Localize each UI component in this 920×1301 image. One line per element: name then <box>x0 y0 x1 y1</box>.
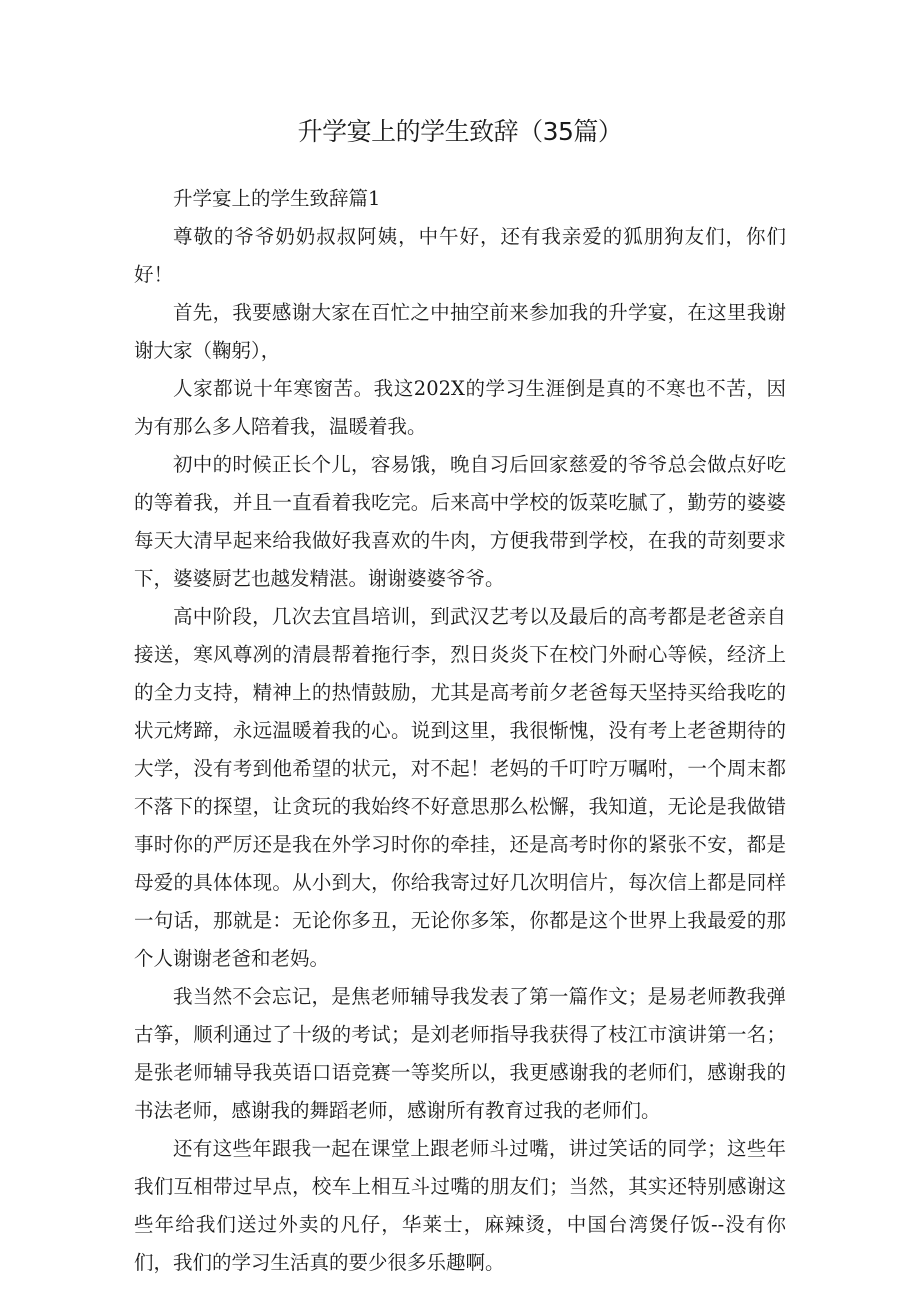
section-heading: 升学宴上的学生致辞篇1 <box>173 187 381 210</box>
paragraph-study-years: 人家都说十年寒窗苦。我这202X的学习生涯倒是真的不寒也不苦，因为有那么多人陪着我，温暖着我。 <box>134 377 786 438</box>
document-title: 升学宴上的学生致辞（35篇） <box>297 117 623 146</box>
paragraph-grandparents: 初中的时候正长个儿，容易饿，晚自习后回家慈爱的爷爷总会做点好吃的等着我，并且一直看着我吃完。后来高中学校的饭菜吃腻了，勤劳的婆婆每天大清早起来给我做好我喜欢的牛肉，方便我带到学校，在我的苛刻要求下，婆婆厨艺也越发精湛。谢谢婆婆爷爷。 <box>134 453 786 590</box>
paragraph-parents: 高中阶段，几次去宜昌培训，到武汉艺考以及最后的高考都是老爸亲自接送，寒风尊冽的清晨帮着拖行李，烈日炎炎下在校门外耐心等候，经济上的全力支持，精神上的热情鼓励，尤其是高考前夕老爸每天坚持买给我吃的状元烤蹄，永远温暖着我的心。说到这里，我很惭愧，没有考上老爸期待的大学，没有考到他希望的状元，对不起！老妈的千叮咛万嘱咐，一个周末都不落下的探望，让贪玩的我始终不好意思那么松懈，我知道，无论是我做错事时你的严厉还是我在外学习时你的牵挂，还是高考时你的紧张不安，都是母爱的具体体现。从小到大，你给我寄过好几次明信片，每次信上都是同样一句话，那就是：无论你多丑，无论你多笨，你都是这个世界上我最爱的那个人谢谢老爸和老妈。 <box>134 605 786 970</box>
paragraph-greeting: 尊敬的爷爷奶奶叔叔阿姨，中午好，还有我亲爱的狐朋狗友们，你们好！ <box>134 225 786 286</box>
paragraph-thanks-guests: 首先，我要感谢大家在百忙之中抽空前来参加我的升学宴，在这里我谢谢大家（鞠躬）， <box>134 301 786 362</box>
document-body <box>134 180 786 1282</box>
paragraph-classmates: 还有这些年跟我一起在课堂上跟老师斗过嘴，讲过笑话的同学；这些年我们互相带过早点，校车上相互斗过嘴的朋友们；当然，其实还特别感谢这些年给我们送过外卖的凡仔，华莱士，麻辣烫，中国台湾煲仔饭--没有你们，我们的学习生活真的要少很多乐趣啊。 <box>134 1137 786 1274</box>
paragraph-teachers: 我当然不会忘记，是焦老师辅导我发表了第一篇作文；是易老师教我弹古筝，顺利通过了十级的考试；是刘老师指导我获得了枝江市演讲第一名；是张老师辅导我英语口语竞赛一等奖所以，我更感谢我的老师们，感谢我的书法老师，感谢我的舞蹈老师，感谢所有教育过我的老师们。 <box>134 985 786 1122</box>
